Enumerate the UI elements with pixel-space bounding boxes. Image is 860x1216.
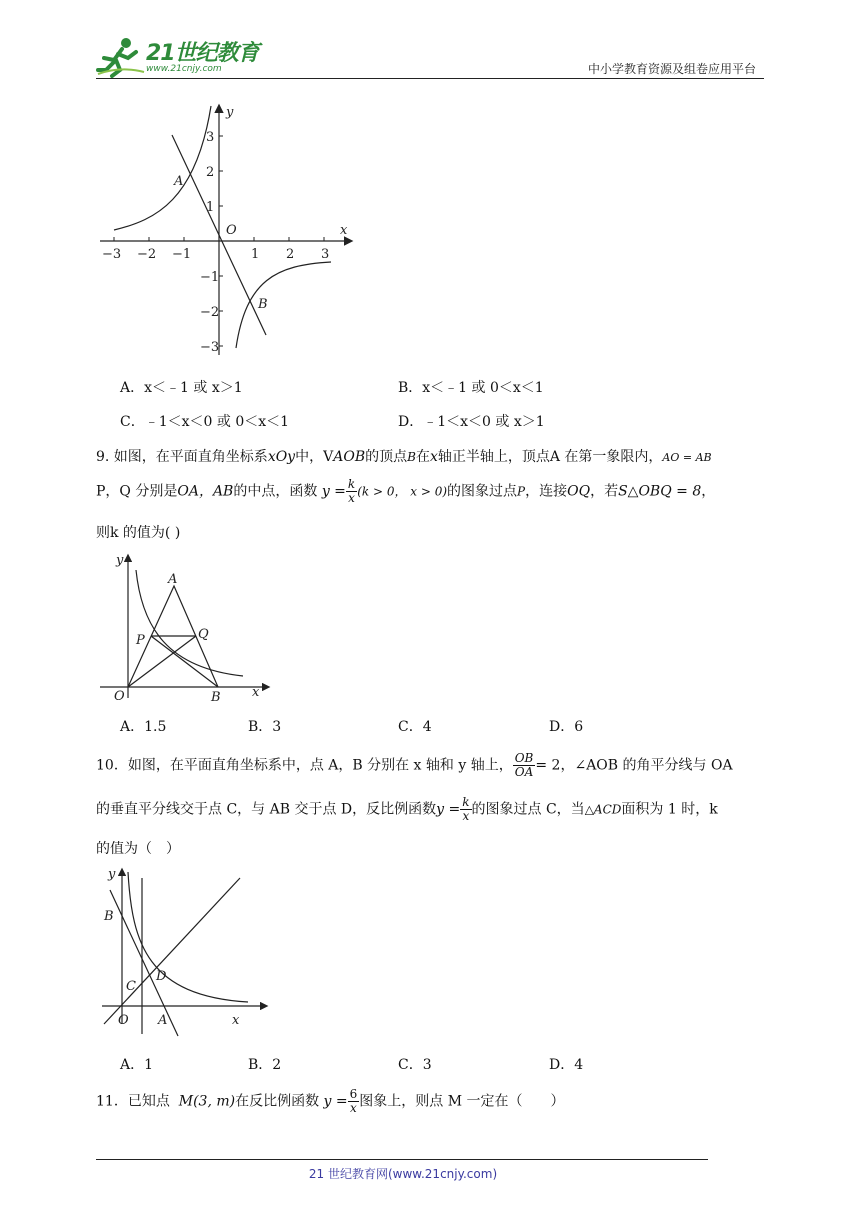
y-tick-label: −3 xyxy=(200,340,220,355)
y-tick-label: 2 xyxy=(206,165,215,180)
x-axis-label: x xyxy=(232,1013,240,1028)
q10-line-3: 的值为（ ） xyxy=(96,841,180,857)
q10-line-1: 10．如图，在平面直角坐标系中，点 A，B 分别在 x 轴和 y 轴上， $\frac{OB}{OA}$ = 2，∠AOB 的角平分线与 OA xyxy=(96,751,733,779)
x-tick-label: −1 xyxy=(172,247,192,262)
point-c-label: C xyxy=(126,979,136,994)
logo-runner-icon xyxy=(96,36,146,82)
point-a-label: A xyxy=(174,174,184,189)
y-tick-label: −1 xyxy=(200,270,220,285)
q10-option-a[interactable]: A．1 xyxy=(120,1057,154,1073)
y-tick-label: 3 xyxy=(206,130,215,145)
x-axis-label: x xyxy=(252,685,260,700)
q8-option-a[interactable]: A．x＜﹣1 或 x＞1 xyxy=(120,380,243,396)
point-q-label: Q xyxy=(198,627,209,642)
angle-bisector xyxy=(104,878,240,1024)
y-axis-label: y xyxy=(108,867,116,882)
point-a-label: A xyxy=(158,1013,168,1028)
point-b-label: B xyxy=(211,690,221,705)
origin-label: O xyxy=(118,1013,129,1028)
point-a-label: A xyxy=(168,572,178,587)
x-tick-label: 2 xyxy=(286,247,295,262)
header-divider xyxy=(96,78,764,79)
hyperbola-branch-right xyxy=(236,262,331,348)
q10-line-2: 的垂直平分线交于点 C，与 AB 交于点 D，反比例函数y = $\frac{k}{x}$ 的图象过点 C，当△ACD面积为 1 时，k xyxy=(96,795,718,823)
q9-line-1: 9. 如图，在平面直角坐标系xOy中，VAOB的顶点B在x轴正半轴上，顶点A 在第一象限内，AO = AB xyxy=(96,449,712,465)
x-axis-label: x xyxy=(340,223,348,238)
q8-option-c[interactable]: C．﹣1＜x＜0 或 0＜x＜1 xyxy=(120,414,290,430)
q9-line-2: P，Q 分别是OA，AB的中点，函数 y = $\frac{k}{x}$ (k > 0， x > 0)的图象过点P，连接OQ，若S△OBQ = 8， xyxy=(96,477,716,505)
hyperbola-curve xyxy=(128,872,248,1002)
hyperbola-branch-left xyxy=(114,106,211,230)
q8-option-b[interactable]: B．x＜﹣1 或 0＜x＜1 xyxy=(398,380,544,396)
x-tick-label: −3 xyxy=(102,247,122,262)
q9-option-d[interactable]: D．6 xyxy=(549,719,584,735)
y-axis-label: y xyxy=(116,553,124,568)
q9-option-c[interactable]: C．4 xyxy=(398,719,432,735)
q10-figure xyxy=(98,864,274,1042)
y-axis-label: y xyxy=(226,105,234,120)
q10-option-c[interactable]: C．3 xyxy=(398,1057,432,1073)
origin-label: O xyxy=(226,223,237,238)
footer-divider xyxy=(96,1159,708,1160)
q10-option-d[interactable]: D．4 xyxy=(549,1057,584,1073)
logo-url: www.21cnjy.com xyxy=(146,64,222,74)
x-tick-label: 1 xyxy=(251,247,260,262)
q9-figure xyxy=(98,548,278,708)
q9-option-a[interactable]: A．1.5 xyxy=(120,719,167,735)
q8-option-d[interactable]: D．﹣1＜x＜0 或 x＞1 xyxy=(398,414,545,430)
q11-line-1: 11．已知点 M(3, m)在反比例函数 y = $\frac{6}{x}$ 图象上，则点 M 一定在（ ） xyxy=(96,1087,565,1115)
footer-link[interactable]: 21 世纪教育网(www.21cnjy.com) xyxy=(308,1167,498,1181)
q9-option-b[interactable]: B．3 xyxy=(248,719,282,735)
point-b-label: B xyxy=(104,909,114,924)
origin-label: O xyxy=(114,689,125,704)
q10-option-b[interactable]: B．2 xyxy=(248,1057,282,1073)
y-tick-label: −2 xyxy=(200,305,220,320)
q9-line-3: 则k 的值为( ) xyxy=(96,525,181,541)
x-tick-label: 3 xyxy=(321,247,330,262)
x-tick-label: −2 xyxy=(137,247,157,262)
point-p-label: P xyxy=(136,633,145,648)
point-b-label: B xyxy=(258,297,268,312)
y-tick-label: 1 xyxy=(206,200,215,215)
platform-title: 中小学教育资源及组卷应用平台 xyxy=(587,62,756,76)
logo-text: 21世纪教育 xyxy=(146,41,259,66)
point-d-label: D xyxy=(156,969,167,984)
q8-figure xyxy=(96,100,366,362)
